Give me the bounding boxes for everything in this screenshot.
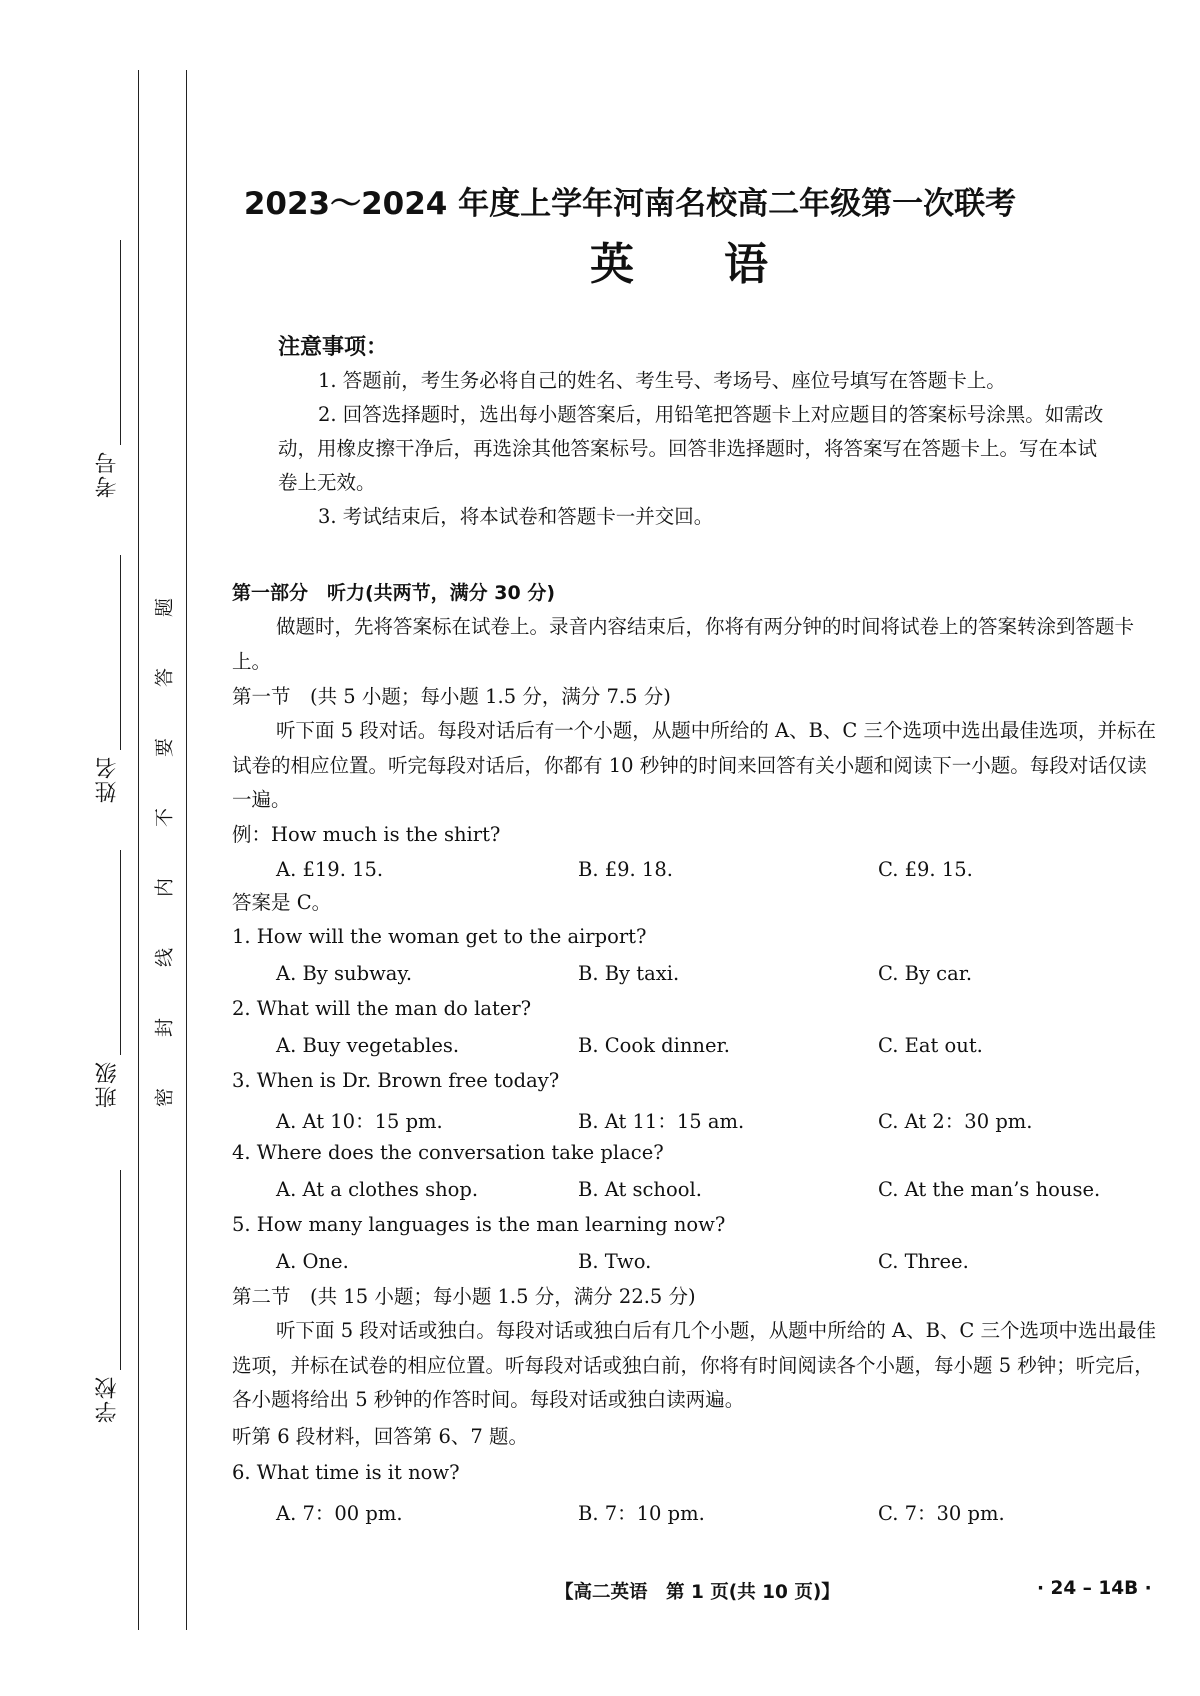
option-c: C. Eat out. [878, 1034, 983, 1057]
subject-title: 英语 [590, 239, 858, 290]
question: 3. When is Dr. Brown free today? [232, 1069, 560, 1092]
option-b: B. Two. [578, 1250, 652, 1273]
option-c: C. At 2：30 pm. [878, 1110, 1033, 1133]
seal-char: 封 [153, 1018, 176, 1038]
field-label: 考号 [95, 450, 120, 498]
option-b: B. Cook dinner. [578, 1034, 730, 1057]
option-c: C. At the man’s house. [878, 1178, 1101, 1201]
part-heading: 第一部分 听力(共两节，满分 30 分) [232, 582, 556, 604]
option-c: C. £9. 15. [878, 858, 973, 881]
option-b: B. At school. [578, 1178, 702, 1201]
question: 5. How many languages is the man learning now? [232, 1213, 726, 1236]
paper-code: · 24 – 14B · [1037, 1578, 1152, 1599]
field-class [86, 850, 146, 1110]
note-item: 2. 回答选择题时，选出每小题答案后，用铅笔把答题卡上对应题目的答案标号涂黑。如需改动，用橡皮擦干净后，再选涂其他答案标号。回答非选择题时，将答案写在答题卡上。写在本试卷上无效。 [278, 403, 1104, 494]
exam-title: 2023～2024 年度上学年河南名校高二年级第一次联考 [243, 186, 1017, 222]
field-school [86, 1170, 146, 1430]
option-b: B. £9. 18. [578, 858, 673, 881]
field-label: 班级 [95, 1060, 120, 1108]
option-a: A. At 10：15 pm. [276, 1110, 443, 1133]
question: 6. What time is it now? [232, 1461, 460, 1484]
option-b: B. 7：10 pm. [578, 1502, 705, 1525]
field-underline [120, 555, 121, 750]
example-answer: 答案是 C。 [232, 891, 332, 914]
binding-line-inner [186, 70, 187, 1630]
page-footer: 【高二英语 第 1 页(共 10 页)】 [555, 1582, 840, 1603]
field-label: 学校 [95, 1375, 120, 1423]
section-heading: 第二节 (共 15 小题；每小题 1.5 分，满分 22.5 分) [232, 1285, 696, 1308]
option-a: A. Buy vegetables. [276, 1034, 460, 1057]
option-a: A. At a clothes shop. [276, 1178, 479, 1201]
option-a: A. By subway. [276, 962, 413, 985]
option-a: A. 7：00 pm. [276, 1502, 403, 1525]
section-intro: 听下面 5 段对话或独白。每段对话或独白后有几个小题，从题中所给的 A、B、C 三个选项中选出最佳选项，并标在试卷的相应位置。听每段对话或独白前，你将有时间阅读各个小题，每小题 5 秒钟；听完后，各小题将给出 5 秒钟的作答时间。每段对话或独白读两遍。 [232, 1319, 1157, 1411]
seal-char: 不 [153, 808, 176, 828]
field-underline [120, 1170, 121, 1370]
notes-heading: 注意事项： [278, 335, 389, 360]
field-underline [120, 240, 121, 445]
field-underline [120, 850, 121, 1055]
note-item: 3. 考试结束后，将本试卷和答题卡一并交回。 [318, 505, 714, 528]
option-b: B. By taxi. [578, 962, 680, 985]
seal-char: 内 [153, 878, 176, 898]
section-heading: 第一节 (共 5 小题；每小题 1.5 分，满分 7.5 分) [232, 685, 671, 708]
seal-char: 答 [153, 668, 176, 688]
seal-char: 密 [153, 1088, 176, 1108]
question: 1. How will the woman get to the airport? [232, 925, 647, 948]
seal-char: 线 [153, 948, 176, 968]
field-exam-number [86, 240, 146, 500]
section-intro: 听下面 5 段对话。每段对话后有一个小题，从题中所给的 A、B、C 三个选项中选出最佳选项，并标在试卷的相应位置。听完每段对话后，你都有 10 秒钟的时间来回答有关小题和阅读下一小题。每段对话仅读一遍。 [232, 719, 1157, 811]
field-name [86, 555, 146, 805]
option-c: C. By car. [878, 962, 973, 985]
option-c: C. Three. [878, 1250, 969, 1273]
option-b: B. At 11：15 am. [578, 1110, 745, 1133]
material-instruction: 听第 6 段材料，回答第 6、7 题。 [232, 1425, 529, 1448]
seal-char: 题 [153, 598, 176, 618]
seal-char: 要 [153, 738, 176, 758]
question: 4. Where does the conversation take place? [232, 1141, 664, 1164]
question: 2. What will the man do later? [232, 997, 532, 1020]
option-a: A. One. [276, 1250, 349, 1273]
field-label: 姓名 [95, 755, 120, 803]
part-intro: 做题时，先将答案标在试卷上。录音内容结束后，你将有两分钟的时间将试卷上的答案转涂到答题卡上。 [232, 615, 1135, 673]
example-question: 例：How much is the shirt? [232, 823, 501, 846]
note-item: 1. 答题前，考生务必将自己的姓名、考生号、考场号、座位号填写在答题卡上。 [318, 369, 1006, 392]
option-a: A. £19. 15. [276, 858, 384, 881]
option-c: C. 7：30 pm. [878, 1502, 1005, 1525]
